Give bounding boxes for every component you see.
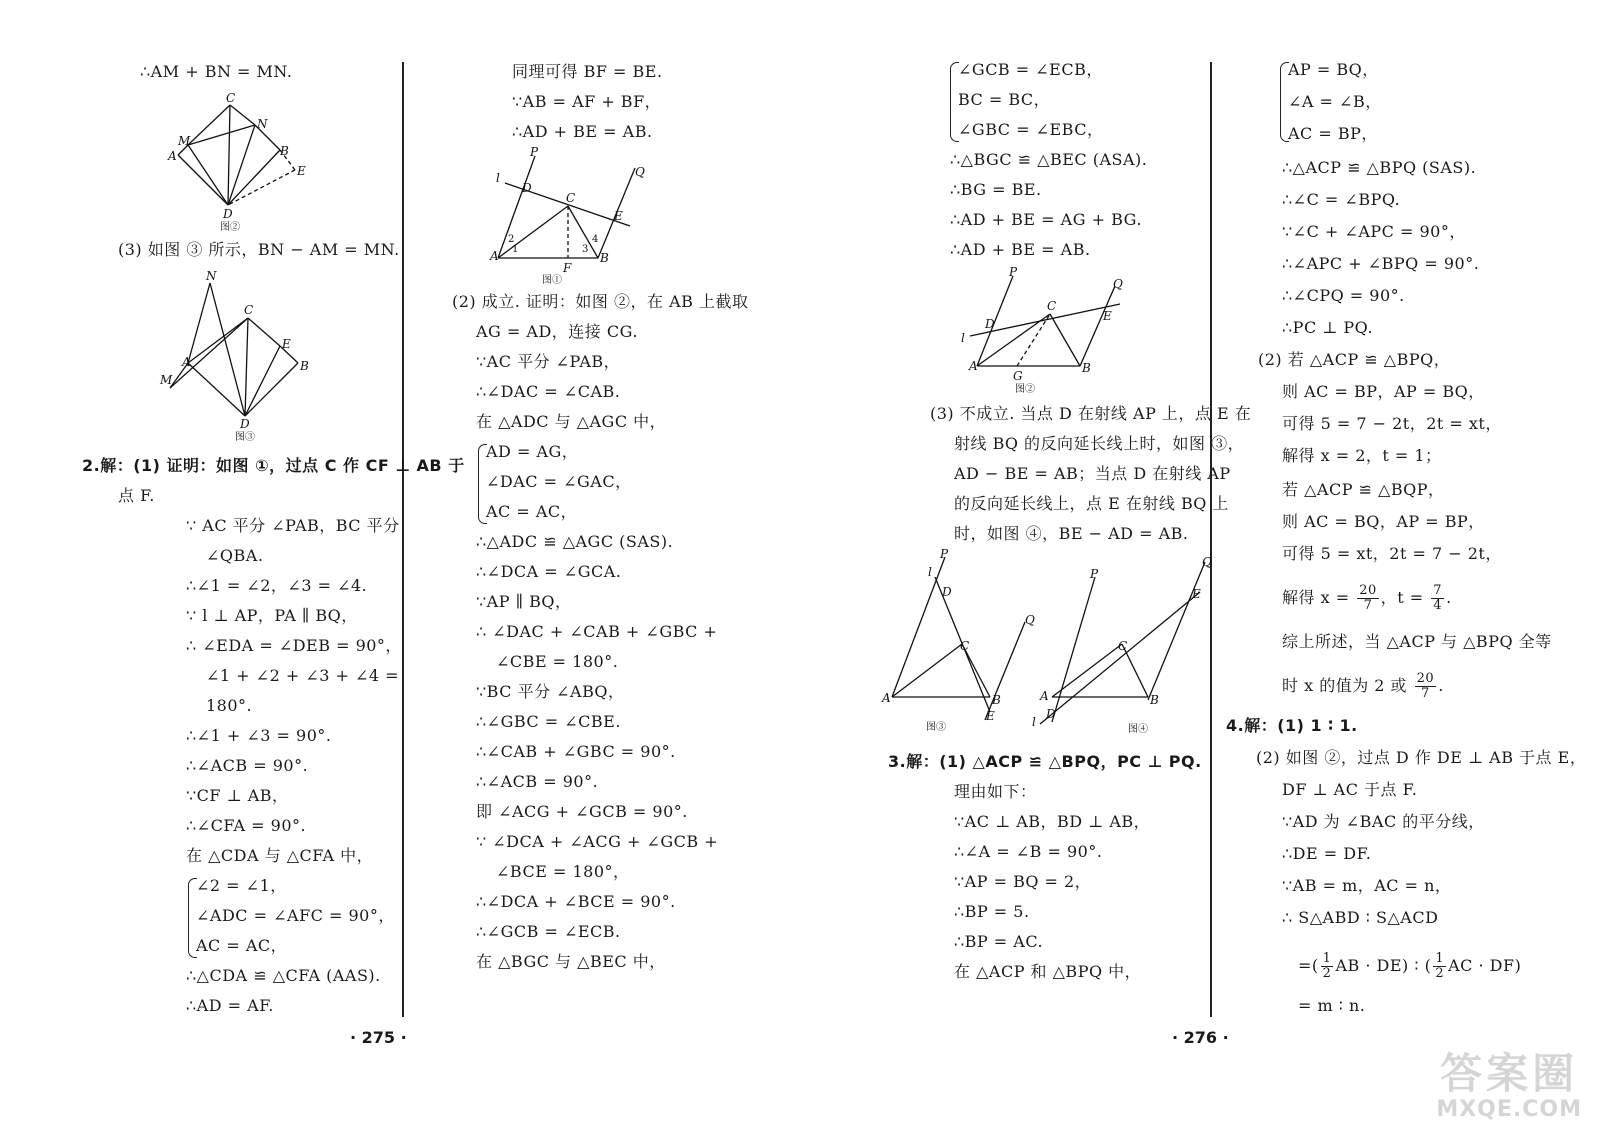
fig-label: D: [1046, 707, 1056, 721]
text-line: ∴ ∠EDA = ∠DEB = 90°，: [186, 636, 402, 655]
watermark: [1436, 1051, 1582, 1122]
text-line: AP = BQ，: [1288, 60, 1379, 79]
text-line: ∴∠DCA + ∠BCE = 90°.: [476, 892, 676, 911]
page-number-right: · 276 ·: [1172, 1028, 1229, 1047]
fig-label: B: [600, 251, 609, 265]
fig-label: C: [226, 91, 236, 105]
text-line: (2) 若 △ACP ≌ △BPQ，: [1258, 350, 1451, 369]
denominator: 2: [1435, 966, 1445, 981]
text-line: = m ∶ n.: [1298, 996, 1366, 1015]
text-line: 点 F.: [118, 486, 155, 505]
numerator: 1: [1435, 951, 1445, 966]
text-line: ∴BG = BE.: [950, 180, 1042, 199]
figure-col2: [490, 145, 670, 288]
text-line: ∴AD + BE = AB.: [512, 122, 653, 141]
text-line: ∵AB = AF + BF，: [512, 92, 662, 111]
text-line: ∴AD = AF.: [186, 996, 274, 1015]
fig-label: 2: [508, 234, 515, 245]
fig-caption: 图②: [220, 222, 240, 233]
text-line: 同理可得 BF = BE.: [512, 62, 663, 81]
watermark-url: MXQE.COM: [1436, 1097, 1582, 1122]
numerator: 20: [1416, 671, 1435, 686]
text-line: ∴∠ACB = 90°.: [186, 756, 309, 775]
text-line: (2) 如图 ②，过点 D 作 DE ⊥ AB 于点 E，: [1256, 748, 1587, 767]
fig-label: C: [960, 639, 970, 653]
text-line: ∴∠ACB = 90°.: [476, 772, 599, 791]
solution-line: [1282, 672, 1444, 701]
text-line: 时，如图 ④，BE − AD = AB.: [954, 524, 1189, 543]
column-divider-right: [1210, 62, 1212, 1017]
text-line: ∵AP = BQ = 2，: [954, 872, 1092, 891]
text-line: 在 △BGC 与 △BEC 中，: [476, 952, 666, 971]
text-line: 理由如下：: [954, 782, 1037, 801]
denominator: 4: [1433, 598, 1443, 613]
text-line: 解得 x = 2，t = 1；: [1282, 446, 1442, 465]
text-line: AD = AG，: [486, 442, 579, 461]
text-line: .: [1446, 588, 1452, 607]
text-line: (2) 成立. 证明：如图 ②，在 AB 上截取: [452, 292, 749, 311]
text-line: ∴∠CFA = 90°.: [186, 816, 307, 835]
fig-label: l: [928, 565, 932, 579]
text-line: 则 AC = BQ，AP = BP，: [1282, 512, 1485, 531]
fig-label: l: [496, 171, 500, 185]
fig-label: P: [940, 547, 949, 561]
text-line: [1226, 716, 1358, 736]
text-line: 即 ∠ACG + ∠GCB = 90°.: [476, 802, 688, 821]
text-line: ∴∠APC + ∠BPQ = 90°.: [1282, 254, 1480, 273]
fig-label: N: [206, 269, 217, 283]
text-line: (3) 如图 ③ 所示，BN − AM = MN.: [118, 240, 400, 259]
solution-line: [1282, 584, 1452, 613]
text-line: ∠DAC = ∠GAC，: [486, 472, 632, 491]
text-line: 则 AC = BP，AP = BQ，: [1282, 382, 1485, 401]
text-line: 2.解：(1) 证明：如图 ①，过点 C 作 CF ⊥ AB 于: [82, 456, 465, 475]
fig-label: E: [297, 164, 306, 178]
text-line: 的反向延长线上，点 E 在射线 BQ 上: [954, 494, 1229, 513]
text-line: ∵ AC 平分 ∠PAB，BC 平分: [186, 516, 400, 535]
text-line: AD − BE = AB；当点 D 在射线 AP: [954, 464, 1231, 483]
fig-label: C: [1047, 299, 1057, 313]
text-line: ∵AD 为 ∠BAC 的平分线，: [1282, 812, 1485, 831]
fig-label: E: [986, 709, 995, 723]
fraction: [1357, 584, 1379, 613]
text-line: ∵∠C + ∠APC = 90°，: [1282, 222, 1466, 241]
figure-top-left: [160, 90, 340, 260]
text-line: ∴∠GCB = ∠ECB.: [476, 922, 621, 941]
fig-label: P: [1009, 265, 1018, 279]
text-line: ∠1 + ∠2 + ∠3 + ∠4 =: [206, 666, 400, 685]
text-line: ∴∠DAC = ∠CAB.: [476, 382, 621, 401]
column-divider-left: [402, 62, 404, 1017]
text-line: ∠ADC = ∠AFC = 90°，: [196, 906, 395, 925]
fig-label: 1: [512, 244, 519, 255]
text-line: ∴∠GBC = ∠CBE.: [476, 712, 621, 731]
text-line: [888, 752, 1202, 772]
fig-label: E: [282, 337, 291, 351]
fig-label: M: [178, 134, 191, 148]
fig-label: D: [985, 317, 995, 331]
text-line: ∵ ∠DCA + ∠ACG + ∠GCB +: [476, 832, 719, 851]
text-line: ∠CBE = 180°.: [496, 652, 619, 671]
text-line: ∠A = ∠B，: [1288, 92, 1382, 111]
fraction: [1321, 952, 1334, 981]
fig-label: G: [1013, 369, 1023, 383]
numerator: 7: [1433, 583, 1443, 598]
fraction: [1433, 952, 1446, 981]
text-line: ∴PC ⊥ PQ.: [1282, 318, 1374, 337]
text-line: BC = BC，: [958, 90, 1051, 109]
fig-label: D: [240, 417, 250, 431]
fig-label: 3: [582, 244, 589, 255]
text-line: ∴BP = AC.: [954, 932, 1044, 951]
text-line: ∴ ∠DAC + ∠CAB + ∠GBC +: [476, 622, 718, 641]
text-line: ∠GBC = ∠EBC，: [958, 120, 1104, 139]
text-line: 可得 5 = xt，2t = 7 − 2t，: [1282, 544, 1502, 563]
numerator: 20: [1359, 583, 1377, 598]
denominator: 7: [1363, 598, 1373, 613]
text-line: ∴ S△ABD ∶ S△ACD: [1282, 908, 1439, 927]
text-line: =(: [1298, 956, 1319, 975]
fig-caption: 图④: [1128, 724, 1148, 735]
fig-caption: 图③: [235, 432, 255, 443]
solution-line: [1298, 952, 1521, 981]
page-number-left: · 275 ·: [350, 1028, 407, 1047]
text-line: ∴DE = DF.: [1282, 844, 1372, 863]
figure-col3-b: [880, 547, 1050, 742]
text-line: 180°.: [206, 696, 253, 715]
fig-label: P: [530, 145, 539, 159]
fig-label: A: [182, 355, 191, 369]
fig-label: A: [969, 359, 978, 373]
fraction: [1415, 672, 1437, 701]
text-line: ，t =: [1380, 588, 1424, 607]
text-line: ∴∠1 = ∠2，∠3 = ∠4.: [186, 576, 368, 595]
text-line: 4.解：(1) 1 ∶ 1.: [1226, 716, 1358, 735]
denominator: 2: [1322, 966, 1332, 981]
fig-label: C: [244, 303, 254, 317]
denominator: 7: [1421, 686, 1430, 701]
fig-label: M: [160, 373, 173, 387]
text-line: ∴AD + BE = AG + BG.: [950, 210, 1142, 229]
fig-label: l: [961, 331, 965, 345]
text-line: ∵AB = m，AC = n，: [1282, 876, 1452, 895]
text-line: AG = AD，连接 CG.: [476, 322, 638, 341]
fig-label: B: [1150, 693, 1159, 707]
text-line: ∠2 = ∠1，: [196, 876, 287, 895]
fig-label: E: [1103, 309, 1112, 323]
text-line: ∵BC 平分 ∠ABQ，: [476, 682, 625, 701]
fig-label: D: [223, 207, 233, 221]
fig-label: Q: [635, 165, 645, 179]
fig-label: 4: [592, 234, 599, 245]
text-line: AC · DF): [1448, 956, 1522, 975]
text-line: 射线 BQ 的反向延长线上时，如图 ③，: [954, 434, 1245, 453]
fig-label: C: [1118, 639, 1128, 653]
fig-label: B: [1082, 361, 1091, 375]
text-line: DF ⊥ AC 于点 F.: [1282, 780, 1418, 799]
text-line: ∠QBA.: [206, 546, 264, 565]
fig-caption: 图②: [1015, 384, 1035, 395]
text-line: ∴∠CPQ = 90°.: [1282, 286, 1405, 305]
fig-label: A: [882, 691, 891, 705]
text-line: 可得 5 = 7 − 2t，2t = xt，: [1282, 414, 1502, 433]
text-line: ∴∠C = ∠BPQ.: [1282, 190, 1401, 209]
text-line: 综上所述，当 △ACP 与 △BPQ 全等: [1282, 632, 1552, 651]
fig-label: A: [168, 149, 177, 163]
fig-label: B: [992, 693, 1001, 707]
text-line: ∵CF ⊥ AB，: [186, 786, 289, 805]
fig-label: l: [1032, 715, 1036, 729]
text-line: ∴△CDA ≌ △CFA (AAS).: [186, 966, 381, 985]
fig-label: Q: [1113, 277, 1123, 291]
text-line: 解得 x =: [1282, 588, 1350, 607]
fig-caption: 图①: [542, 275, 562, 286]
fig-label: C: [566, 191, 576, 205]
text-line: (3) 不成立. 当点 D 在射线 AP 上，点 E 在: [930, 404, 1252, 423]
fig-label: F: [563, 261, 572, 275]
fig-label: A: [1040, 689, 1049, 703]
text-line: 在 △ACP 和 △BPQ 中，: [954, 962, 1142, 981]
text-line: ∵AC 平分 ∠PAB，: [476, 352, 621, 371]
fig-label: D: [942, 585, 952, 599]
text-line: ∴∠DCA = ∠GCA.: [476, 562, 622, 581]
text-line: 在 △CDA 与 △CFA 中，: [186, 846, 374, 865]
text-line: .: [1438, 676, 1444, 695]
text-line: ∴AD + BE = AB.: [950, 240, 1091, 259]
text-line: 3.解：(1) △ACP ≌ △BPQ，PC ⊥ PQ.: [888, 752, 1202, 771]
fig-label: E: [614, 209, 623, 223]
numerator: 1: [1322, 951, 1332, 966]
text-line: 若 △ACP ≌ △BQP，: [1282, 480, 1445, 499]
text-line: ∵AC ⊥ AB，BD ⊥ AB，: [954, 812, 1151, 831]
figure-mid-left: [160, 268, 340, 448]
figure-col3-c: [1032, 552, 1220, 742]
text-line: ∴BP = 5.: [954, 902, 1030, 921]
watermark-logo: 答案圈: [1440, 1049, 1579, 1098]
fig-label: E: [1192, 587, 1201, 601]
fig-label: A: [490, 249, 499, 263]
text-line: ∴∠CAB + ∠GBC = 90°.: [476, 742, 676, 761]
text-line: ∴△BGC ≌ △BEC (ASA).: [950, 150, 1148, 169]
fig-caption: 图③: [926, 722, 946, 733]
fig-label: Q: [1025, 613, 1035, 627]
fig-label: D: [522, 181, 532, 195]
text-line: [82, 456, 465, 476]
text-line: 在 △ADC 与 △AGC 中，: [476, 412, 667, 431]
text-line: AC = AC，: [196, 936, 288, 955]
text-line: ∴∠1 + ∠3 = 90°.: [186, 726, 332, 745]
text-line: 时 x 的值为 2 或: [1282, 676, 1408, 695]
text-line: ∴∠A = ∠B = 90°.: [954, 842, 1103, 861]
text-line: ∴△ADC ≌ △AGC (SAS).: [476, 532, 674, 551]
text-line: ∴△ACP ≌ △BPQ (SAS).: [1282, 158, 1477, 177]
fraction: [1431, 584, 1444, 613]
fig-label: N: [257, 117, 268, 131]
fig-label: Q: [1202, 555, 1212, 569]
text-line: AB · DE) ∶ (: [1335, 956, 1432, 975]
text-line: ∵ l ⊥ AP，PA ∥ BQ，: [186, 606, 358, 625]
fig-label: P: [1090, 567, 1099, 581]
text-line: ∵AP ∥ BQ，: [476, 592, 572, 611]
fig-label: B: [300, 359, 309, 373]
text-line: AC = AC，: [486, 502, 578, 521]
text-line: ∠BCE = 180°，: [496, 862, 630, 881]
fig-label: B: [280, 144, 289, 158]
figure-col3-a: [955, 266, 1145, 396]
text-line: ∴AM + BN = MN.: [140, 62, 293, 81]
text-line: ∠GCB = ∠ECB，: [958, 60, 1103, 79]
text-line: AC = BP，: [1288, 124, 1378, 143]
